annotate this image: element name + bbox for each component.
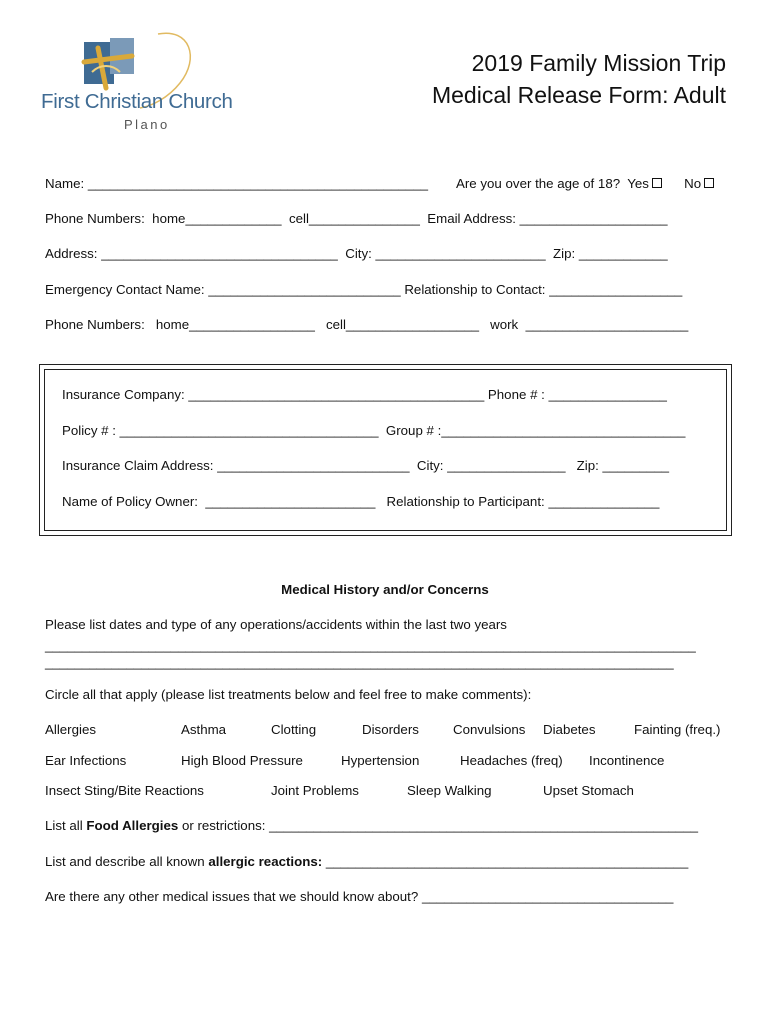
allergic-reactions-bold: allergic reactions: [208, 854, 323, 869]
insurance-company-row [62, 387, 667, 403]
name-row [45, 176, 428, 192]
condition-headaches[interactable]: Headaches (freq) [460, 753, 563, 768]
group-label: Group # : [385, 423, 442, 438]
policy-owner-label: Name of Policy Owner: [62, 494, 198, 509]
insurance-phone-label: Phone # : [487, 387, 545, 402]
condition-sleep-walking[interactable]: Sleep Walking [407, 783, 492, 798]
emergency-row [45, 282, 682, 298]
allergic-reactions-field[interactable]: _________________________________________________ [322, 854, 689, 869]
claim-city-label: City: [416, 458, 444, 473]
work-label: work [490, 317, 519, 332]
emergency-cell-field[interactable]: __________________ [345, 317, 480, 332]
food-allergies-row [45, 818, 698, 834]
work-field[interactable]: ______________________ [525, 317, 689, 332]
condition-joint-problems[interactable]: Joint Problems [271, 783, 359, 798]
policy-owner-row [62, 494, 659, 510]
no-label: No [684, 176, 702, 191]
condition-allergies[interactable]: Allergies [45, 722, 96, 737]
condition-incontinence[interactable]: Incontinence [589, 753, 665, 768]
group-field[interactable]: _________________________________ [441, 423, 686, 438]
policy-field[interactable]: ___________________________________ [119, 423, 379, 438]
other-issues-row [45, 889, 673, 905]
cell-label: cell [288, 211, 309, 226]
city-field[interactable]: _______________________ [375, 246, 546, 261]
emergency-label: Emergency Contact Name: [45, 282, 205, 297]
emergency-field[interactable]: __________________________ [208, 282, 401, 297]
food-allergies-field[interactable]: __________________________________________________________ [269, 818, 699, 833]
emergency-phone-label: Phone Numbers: [45, 317, 145, 332]
name-label: Name: [45, 176, 85, 191]
age-question: Are you over the age of 18? [456, 176, 621, 191]
insurance-company-label: Insurance Company: [62, 387, 185, 402]
form-title-line2: Medical Release Form: Adult [431, 82, 726, 108]
condition-diabetes[interactable]: Diabetes [543, 722, 596, 737]
other-issues-prompt: Are there any other medical issues that we should know about? [45, 889, 419, 904]
condition-upset-stomach[interactable]: Upset Stomach [543, 783, 634, 798]
condition-disorders[interactable]: Disorders [362, 722, 419, 737]
city-label: City: [345, 246, 372, 261]
email-field[interactable]: ____________________ [519, 211, 668, 226]
home-phone-field[interactable]: _____________ [185, 211, 282, 226]
insurance-phone-field[interactable]: ________________ [548, 387, 667, 402]
food-allergies-prefix: List all [45, 818, 87, 833]
condition-hypertension[interactable]: Hypertension [341, 753, 420, 768]
claim-address-label: Insurance Claim Address: [62, 458, 214, 473]
address-row [45, 246, 668, 262]
policy-row [62, 423, 685, 439]
emergency-home-label: home [155, 317, 190, 332]
policy-owner-field[interactable]: _______________________ [205, 494, 376, 509]
emergency-home-field[interactable]: _________________ [189, 317, 315, 332]
church-name: First Christian Church [41, 90, 233, 113]
condition-clotting[interactable]: Clotting [271, 722, 317, 737]
email-label: Email Address: [427, 211, 516, 226]
relationship-field[interactable]: __________________ [549, 282, 683, 297]
medical-heading: Medical History and/or Concerns [281, 582, 489, 597]
food-allergies-bold: Food Allergies [86, 818, 179, 833]
age-question-row [456, 176, 714, 192]
claim-address-row [62, 458, 669, 474]
no-checkbox[interactable] [704, 178, 714, 188]
operations-field-1[interactable]: ________________________________________________________________________________________ [45, 638, 696, 653]
zip-field[interactable]: ____________ [578, 246, 668, 261]
emergency-cell-label: cell [325, 317, 346, 332]
name-field[interactable]: ______________________________________________ [87, 176, 429, 191]
condition-insect-sting[interactable]: Insect Sting/Bite Reactions [45, 783, 204, 798]
relationship-label: Relationship to Contact: [404, 282, 546, 297]
church-city: Plano [124, 117, 170, 132]
claim-address-field[interactable]: __________________________ [217, 458, 410, 473]
emergency-phone-row [45, 317, 688, 333]
condition-asthma[interactable]: Asthma [181, 722, 227, 737]
insurance-company-field[interactable]: ________________________________________ [188, 387, 485, 402]
condition-high-blood-pressure[interactable]: High Blood Pressure [181, 753, 303, 768]
policy-label: Policy # : [62, 423, 116, 438]
address-label: Address: [45, 246, 98, 261]
circle-prompt: Circle all that apply (please list treatments below and feel free to make comments): [45, 687, 532, 702]
operations-field-2[interactable]: _____________________________________________________________________________________ [45, 655, 674, 670]
home-label: home [152, 211, 186, 226]
yes-label: Yes [627, 176, 649, 191]
zip-label: Zip: [553, 246, 576, 261]
claim-zip-label: Zip: [576, 458, 599, 473]
operations-prompt: Please list dates and type of any operations/accidents within the last two years [45, 617, 507, 632]
participant-relationship-label: Relationship to Participant: [386, 494, 545, 509]
claim-city-field[interactable]: ________________ [447, 458, 566, 473]
condition-convulsions[interactable]: Convulsions [453, 722, 526, 737]
phone-row [45, 211, 668, 227]
address-field[interactable]: ________________________________ [101, 246, 338, 261]
condition-fainting[interactable]: Fainting (freq.) [634, 722, 721, 737]
participant-relationship-field[interactable]: _______________ [548, 494, 660, 509]
claim-zip-field[interactable]: _________ [602, 458, 670, 473]
form-title-line1: 2019 Family Mission Trip [471, 50, 726, 76]
condition-ear-infections[interactable]: Ear Infections [45, 753, 127, 768]
yes-checkbox[interactable] [652, 178, 662, 188]
allergic-reactions-prefix: List and describe all known [45, 854, 209, 869]
food-allergies-suffix: or restrictions: [178, 818, 270, 833]
allergic-reactions-row [45, 854, 688, 870]
cell-phone-field[interactable]: _______________ [308, 211, 420, 226]
phone-label: Phone Numbers: [45, 211, 145, 226]
other-issues-field[interactable]: __________________________________ [418, 889, 674, 904]
